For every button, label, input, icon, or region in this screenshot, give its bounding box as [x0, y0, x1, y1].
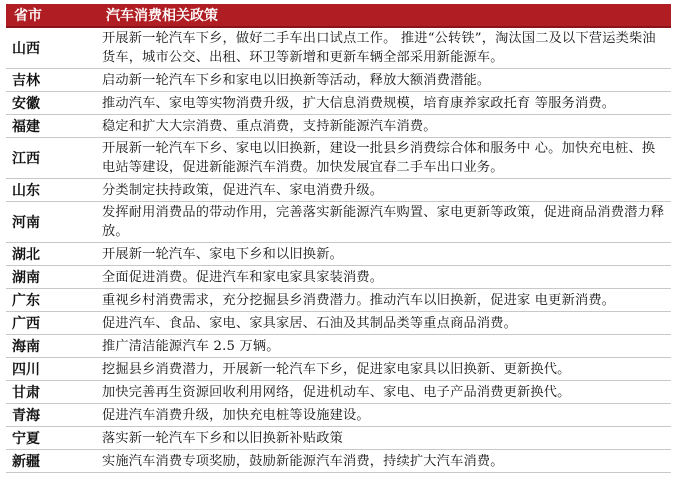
header-row — [6, 4, 671, 27]
province-cell: 青海 — [6, 404, 98, 427]
table-row — [6, 266, 671, 289]
table-row — [6, 358, 671, 381]
policy-cell: 促进汽车、食品、家电、家具家居、石油及其制品类等重点商品消费。 — [98, 312, 671, 335]
table-row — [6, 69, 671, 92]
table-row — [6, 450, 671, 473]
policy-cell: 实施汽车消费专项奖励，鼓励新能源汽车消费，持续扩大汽车消费。 — [98, 450, 671, 473]
province-column-header: 省市 — [6, 4, 98, 27]
policy-cell: 开展新一轮汽车下乡、家电以旧换新，建设一批县乡消费综合体和服务中 心。加快充电桩、换电站等建设，促进新能源汽车消费。加快发展宜春二手车出口业务。 — [98, 138, 671, 179]
province-cell: 山东 — [6, 179, 98, 202]
policy-cell: 促进汽车消费升级，加快充电桩等设施建设。 — [98, 404, 671, 427]
province-cell: 湖南 — [6, 266, 98, 289]
policy-cell: 开展新一轮汽车、家电下乡和以旧换新。 — [98, 243, 671, 266]
policy-table — [6, 4, 671, 473]
table-row — [6, 138, 671, 179]
policy-cell: 发挥耐用消费品的带动作用，完善落实新能源汽车购置、家电更新等政策，促进商品消费潜力释放。 — [98, 202, 671, 243]
province-cell: 河南 — [6, 202, 98, 243]
province-cell: 福建 — [6, 115, 98, 138]
province-cell: 广西 — [6, 312, 98, 335]
province-cell: 新疆 — [6, 450, 98, 473]
policy-cell: 推广清洁能源汽车 2.5 万辆。 — [98, 335, 671, 358]
policy-cell: 开展新一轮汽车下乡，做好二手车出口试点工作。 推进“公转铁”，淘汰国二及以下营运类柴油货车，城市公交、出租、环卫等新增和更新车辆全部采用新能源车。 — [98, 27, 671, 69]
province-cell: 湖北 — [6, 243, 98, 266]
table-row — [6, 335, 671, 358]
province-cell: 海南 — [6, 335, 98, 358]
table-row — [6, 289, 671, 312]
policy-cell: 加快完善再生资源回收利用网络，促进机动车、家电、电子产品消费更新换代。 — [98, 381, 671, 404]
table-row — [6, 27, 671, 69]
province-cell: 安徽 — [6, 92, 98, 115]
policy-cell: 稳定和扩大大宗消费、重点消费，支持新能源汽车消费。 — [98, 115, 671, 138]
table-row — [6, 179, 671, 202]
table-row — [6, 202, 671, 243]
table-row — [6, 381, 671, 404]
province-cell: 广东 — [6, 289, 98, 312]
province-cell: 甘肃 — [6, 381, 98, 404]
province-cell: 宁夏 — [6, 427, 98, 450]
policy-cell: 落实新一轮汽车下乡和以旧换新补贴政策 — [98, 427, 671, 450]
policy-cell: 推动汽车、家电等实物消费升级，扩大信息消费规模，培育康养家政托育 等服务消费。 — [98, 92, 671, 115]
policy-cell: 重视乡村消费需求，充分挖掘县乡消费潜力。推动汽车以旧换新，促进家 电更新消费。 — [98, 289, 671, 312]
table-row — [6, 404, 671, 427]
policy-cell: 全面促进消费。促进汽车和家电家具家装消费。 — [98, 266, 671, 289]
policy-cell: 分类制定扶持政策，促进汽车、家电消费升级。 — [98, 179, 671, 202]
table-row — [6, 312, 671, 335]
policy-cell: 挖掘县乡消费潜力，开展新一轮汽车下乡，促进家电家具以旧换新、更新换代。 — [98, 358, 671, 381]
province-cell: 吉林 — [6, 69, 98, 92]
province-cell: 江西 — [6, 138, 98, 179]
table-row — [6, 92, 671, 115]
table-row — [6, 243, 671, 266]
province-cell: 山西 — [6, 27, 98, 69]
policy-column-header: 汽车消费相关政策 — [98, 4, 671, 27]
table-row — [6, 427, 671, 450]
policy-cell: 启动新一轮汽车下乡和家电以旧换新等活动，释放大额消费潜能。 — [98, 69, 671, 92]
province-cell: 四川 — [6, 358, 98, 381]
table-row — [6, 115, 671, 138]
